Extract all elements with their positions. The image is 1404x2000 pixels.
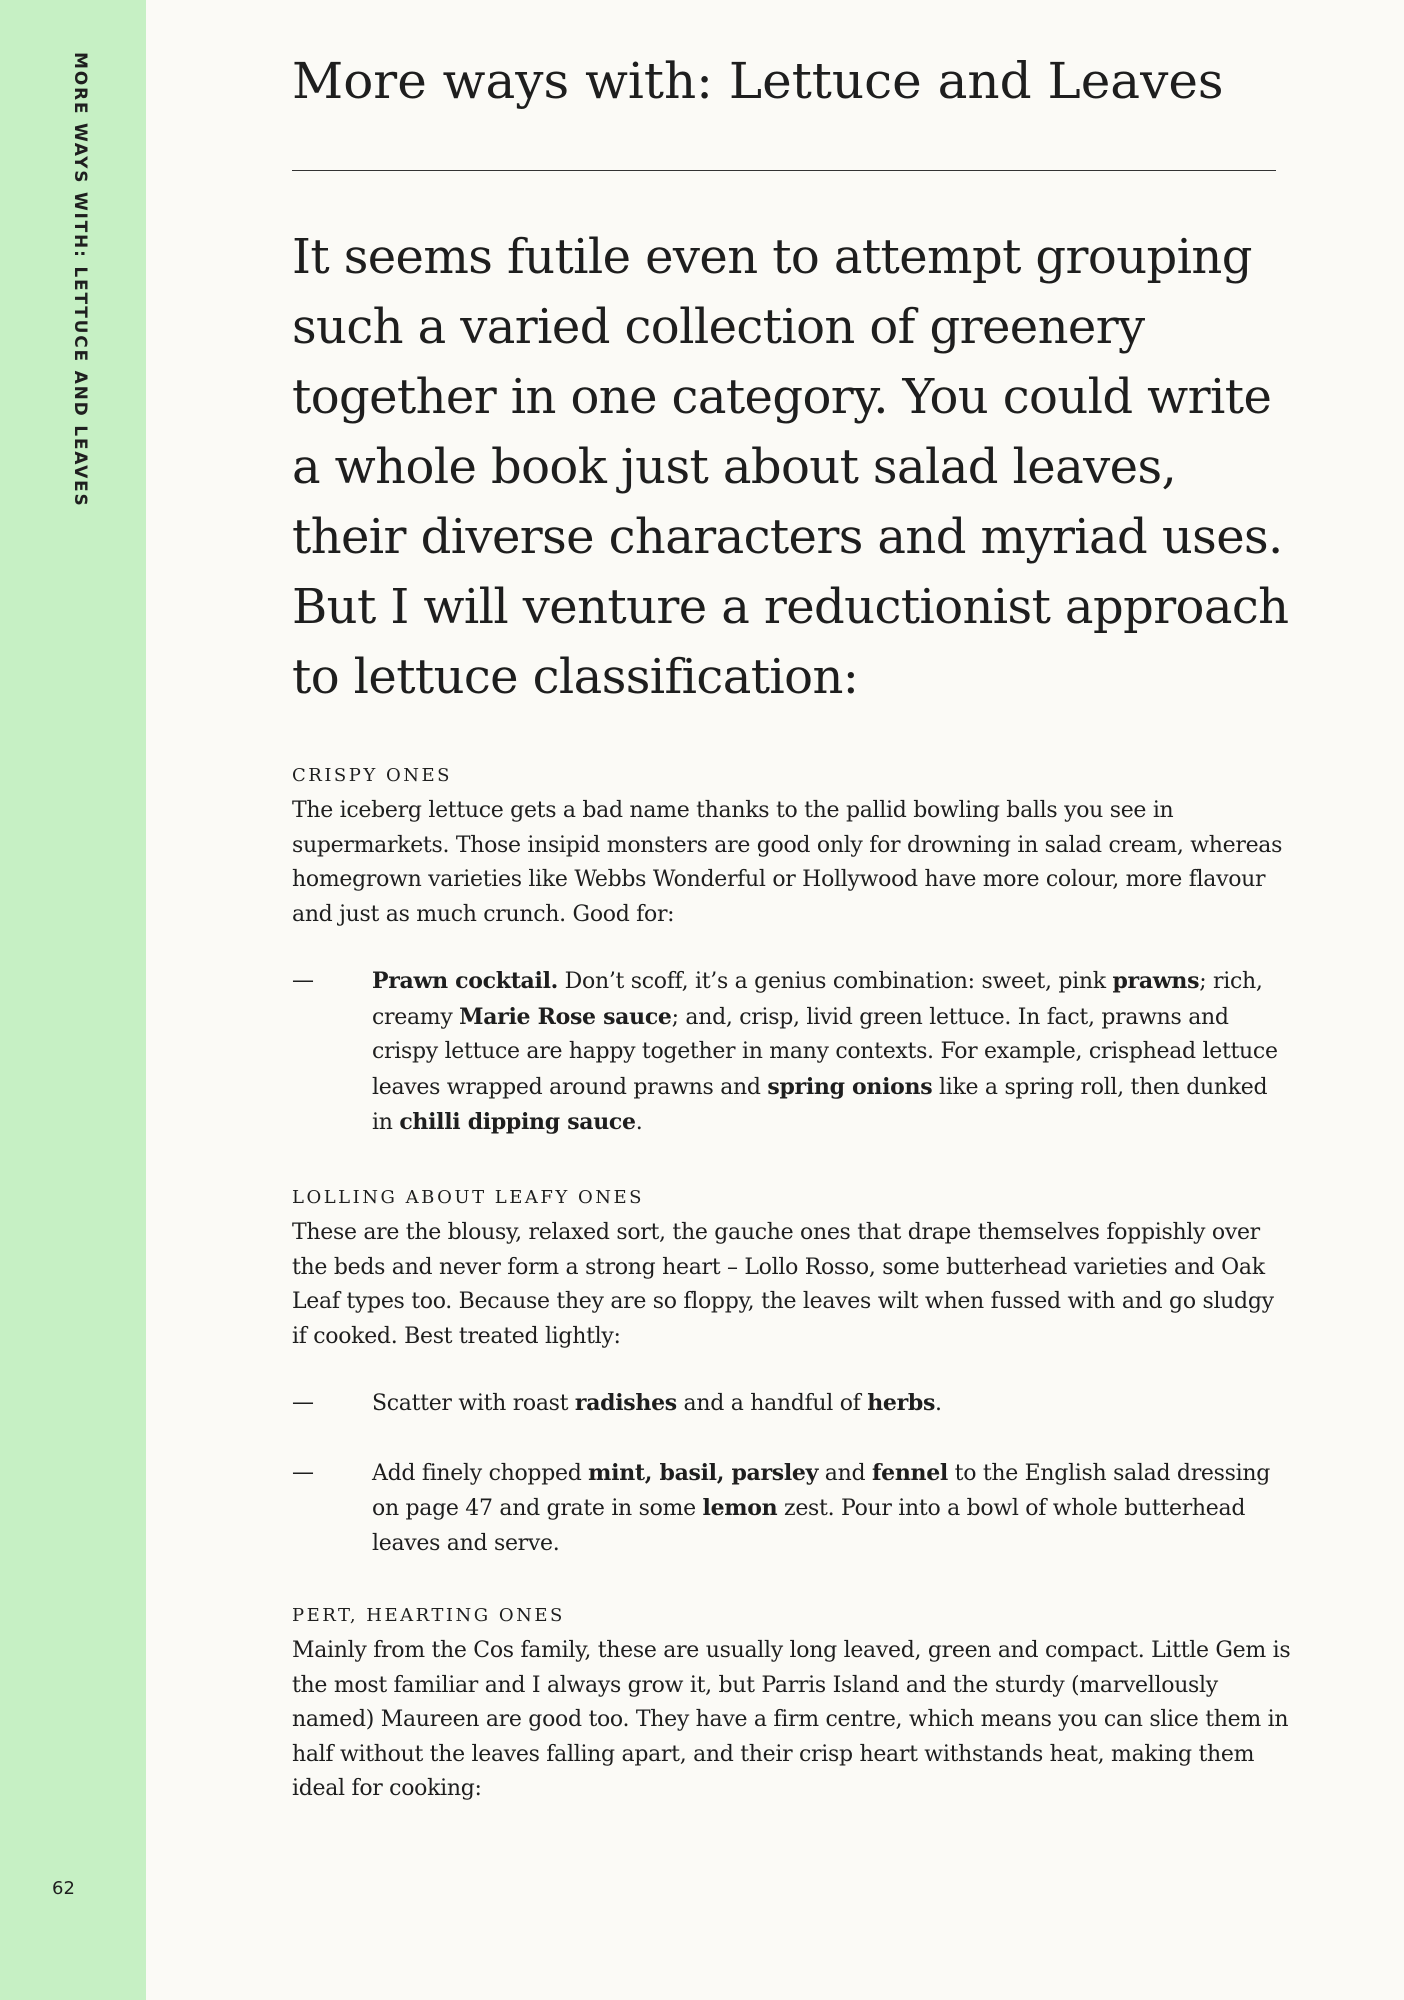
text-run: . [935, 1391, 942, 1416]
bold-ingredient: radishes [574, 1390, 677, 1416]
section-heading: LOLLING ABOUT LEAFY ONES [292, 1187, 644, 1208]
suggestion-list [292, 964, 1292, 1141]
list-item [292, 1456, 1292, 1562]
sidebar [0, 0, 146, 2000]
running-head: MORE WAYS WITH: LETTUCE AND LEAVES [70, 52, 90, 508]
dash-bullet: — [292, 1390, 314, 1415]
list-item-text [372, 1391, 942, 1416]
bold-ingredient: fennel [871, 1459, 948, 1486]
bold-ingredient: spring onions [767, 1073, 933, 1100]
list-item [292, 1386, 1292, 1422]
page-title: More ways with: Lettuce and Leaves [292, 52, 1224, 110]
section-body: These are the blousy, relaxed sort, the gauche ones that drape themselves foppishly over the beds and never form a strong heart – Lollo Rosso, some butterhead varieties and Oak Leaf types too. Because they are so floppy, the leaves wilt when fussed with and go sludgy if cooked. Best treated lightly: [292, 1220, 1274, 1349]
section-body: The iceberg lettuce gets a bad name thanks to the pallid bowling balls you see in supermarkets. Those insipid monsters are good only for drowning in salad cream, whereas homegrown varieties like Webbs Wonderful or Hollywood have more colour, more flavour and just as much crunch. Good for: [292, 798, 1283, 927]
section-pert-hearting-ones [292, 1598, 1292, 1807]
bold-ingredient: prawns [1112, 968, 1200, 994]
list-item [292, 964, 1292, 1141]
section-lolling-leafy-ones [292, 1180, 1292, 1561]
text-run: ; and, crisp, livid green lettuce. In fact, prawns and crispy lettuce are happy together in many contexts. For example, crisphead lettuce leaves wrapped around prawns and [372, 1004, 1278, 1100]
section-heading: CRISPY ONES [292, 765, 452, 786]
bold-ingredient: mint, basil, parsley [588, 1459, 819, 1486]
text-run: and a handful of [676, 1391, 868, 1416]
suggestion-list [292, 1386, 1292, 1561]
dash-bullet: — [292, 1459, 314, 1485]
list-item-text [372, 1461, 1270, 1556]
list-item-text [372, 969, 1278, 1135]
title-divider [292, 170, 1276, 171]
text-run: like a spring roll, then dunked in [372, 1074, 1268, 1135]
text-run: ; rich, creamy [372, 969, 1263, 1030]
section-body: Mainly from the Cos family, these are usually long leaved, green and compact. Little Gem is the most familiar and I always grow it, but Parris Island and the sturdy (marvellously named) Maureen are good too. They have a firm centre, which means you can slice them in half without the leaves falling apart, and their crisp heart withstands heat, making them ideal for cooking: [292, 1638, 1291, 1801]
text-run: Don’t scoff, it’s a genius combination: sweet, pink [557, 969, 1113, 994]
dash-bullet: — [292, 968, 314, 993]
bold-ingredient: Marie Rose sauce [459, 1003, 672, 1030]
section-heading: PERT, HEARTING ONES [292, 1605, 565, 1626]
section-crispy-ones [292, 758, 1292, 1141]
text-run: . [635, 1110, 643, 1135]
bold-ingredient: chilli dipping sauce [399, 1109, 636, 1135]
text-run: zest. Pour into a bowl of whole butterhead leaves and serve. [372, 1496, 1246, 1556]
text-run: Add finely chopped [372, 1460, 589, 1486]
intro-paragraph: It seems futile even to attempt grouping such a varied collection of greenery together in one category. You could write a whole book just about salad leaves, their diverse characters and myriad uses. But I will venture a reductionist approach to lettuce classification: [292, 229, 1289, 705]
bold-ingredient: Prawn cocktail. [372, 968, 558, 994]
text-run: and [818, 1460, 872, 1486]
page-number: 62 [52, 1878, 75, 1899]
text-run: Scatter with roast [372, 1391, 575, 1416]
bold-ingredient: herbs [867, 1390, 936, 1416]
text-run: to the English salad dressing on page 47 and grate in some [372, 1460, 1271, 1521]
bold-ingredient: lemon [702, 1495, 778, 1521]
